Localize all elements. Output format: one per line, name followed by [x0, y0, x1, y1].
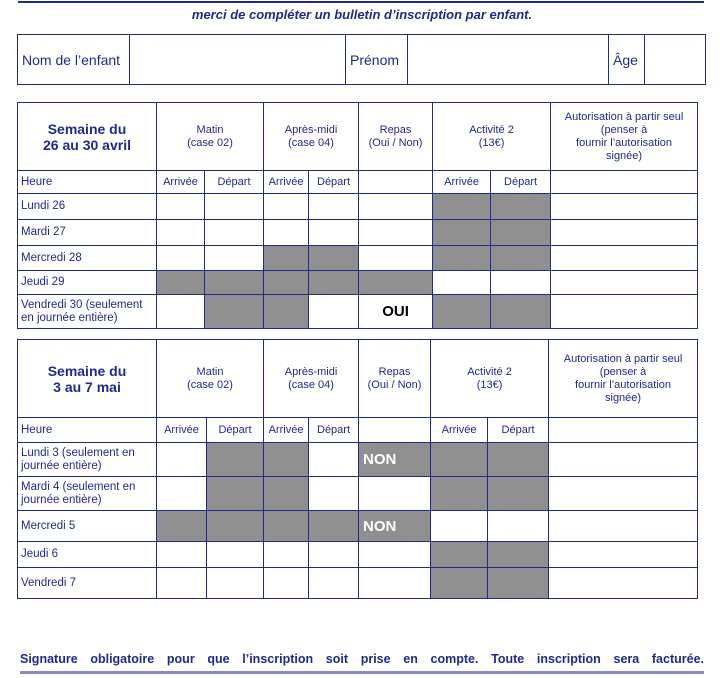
autorisation-cell[interactable] [549, 443, 698, 477]
autorisation-cell[interactable] [551, 246, 698, 271]
activite-arrivee-cell [431, 477, 488, 511]
top-rule [18, 0, 704, 3]
autorisation-cell[interactable] [549, 568, 698, 599]
matin-arrivee-cell[interactable] [157, 477, 207, 511]
matin-header: Matin (case 02) [157, 340, 264, 418]
nom-field[interactable] [130, 35, 346, 85]
matin-depart-cell [205, 271, 264, 295]
arrivee-label: Arrivée [157, 418, 207, 443]
am-depart-cell[interactable] [309, 220, 359, 246]
activite-arrivee-cell [433, 194, 491, 220]
repas-header: Repas (Oui / Non) [359, 340, 431, 418]
am-depart-cell[interactable] [309, 295, 359, 329]
arrivee-label: Arrivée [431, 418, 488, 443]
matin-depart-cell[interactable] [207, 542, 264, 568]
week2-title: Semaine du 3 au 7 mai [18, 340, 157, 418]
day-label: Jeudi 6 [18, 542, 157, 568]
autorisation-blank [551, 171, 698, 194]
depart-label: Départ [309, 171, 359, 194]
am-depart-cell [309, 511, 359, 542]
day-label: Vendredi 7 [18, 568, 157, 599]
matin-header: Matin (case 02) [157, 103, 264, 171]
am-depart-cell[interactable] [309, 194, 359, 220]
repas-cell [359, 271, 433, 295]
activite-depart-cell [488, 443, 549, 477]
matin-arrivee-cell[interactable] [157, 295, 205, 329]
matin-arrivee-cell[interactable] [157, 568, 207, 599]
am-depart-cell[interactable] [309, 542, 359, 568]
am-depart-cell[interactable] [309, 477, 359, 511]
day-label: Mardi 4 (seulement en journée entière) [18, 477, 157, 511]
child-identity-table [17, 34, 706, 85]
autorisation-header: Autorisation à partir seul (penser à fournir l’autorisation signée) [549, 340, 698, 418]
activite-depart-cell [491, 295, 551, 329]
age-label: Âge [609, 35, 645, 85]
activite-depart-cell [488, 477, 549, 511]
matin-depart-cell[interactable] [205, 246, 264, 271]
repas-cell[interactable] [359, 220, 433, 246]
repas-blank [359, 418, 431, 443]
matin-arrivee-cell[interactable] [157, 220, 205, 246]
week1-table [17, 102, 698, 329]
activite-arrivee-cell[interactable] [433, 271, 491, 295]
depart-label: Départ [488, 418, 549, 443]
autorisation-cell[interactable] [549, 542, 698, 568]
day-label: Vendredi 30 (seulement en journée entière) [18, 295, 157, 329]
am-arrivee-cell[interactable] [264, 568, 309, 599]
heure-label: Heure [18, 418, 157, 443]
am-depart-cell [309, 271, 359, 295]
matin-depart-cell[interactable] [207, 568, 264, 599]
repas-header: Repas (Oui / Non) [359, 103, 433, 171]
am-arrivee-cell [264, 511, 309, 542]
form-subtitle: merci de compléter un bulletin d’inscription par enfant. [191, 7, 533, 22]
repas-cell[interactable] [359, 477, 431, 511]
prenom-label: Prénom [346, 35, 408, 85]
activite-depart-cell [488, 542, 549, 568]
matin-depart-cell [207, 477, 264, 511]
activite-header: Activité 2 (13€) [431, 340, 549, 418]
activite-header: Activité 2 (13€) [433, 103, 551, 171]
autorisation-cell[interactable] [551, 194, 698, 220]
apres-midi-header: Après-midi (case 04) [264, 340, 359, 418]
am-depart-cell [309, 246, 359, 271]
day-label: Mercredi 28 [18, 246, 157, 271]
depart-label: Départ [309, 418, 359, 443]
activite-arrivee-cell [431, 443, 488, 477]
matin-depart-cell [205, 295, 264, 329]
repas-cell: NON [359, 511, 431, 542]
autorisation-cell[interactable] [551, 220, 698, 246]
repas-cell[interactable] [359, 542, 431, 568]
activite-depart-cell [491, 246, 551, 271]
repas-cell[interactable] [359, 568, 431, 599]
prenom-field[interactable] [408, 35, 609, 85]
cut-off-text-line [20, 668, 704, 678]
activite-depart-cell [491, 194, 551, 220]
week1-title: Semaine du 26 au 30 avril [18, 103, 157, 171]
activite-arrivee-cell [433, 220, 491, 246]
depart-label: Départ [205, 171, 264, 194]
week2-table [17, 339, 698, 599]
activite-arrivee-cell [431, 568, 488, 599]
day-label: Mercredi 5 [18, 511, 157, 542]
day-label: Mardi 27 [18, 220, 157, 246]
am-arrivee-cell[interactable] [264, 194, 309, 220]
activite-depart-cell [491, 220, 551, 246]
apres-midi-header: Après-midi (case 04) [264, 103, 359, 171]
matin-arrivee-cell[interactable] [157, 194, 205, 220]
am-arrivee-cell [264, 271, 309, 295]
am-arrivee-cell[interactable] [264, 542, 309, 568]
day-label: Lundi 26 [18, 194, 157, 220]
depart-label: Départ [491, 171, 551, 194]
am-depart-cell[interactable] [309, 443, 359, 477]
activite-arrivee-cell [433, 295, 491, 329]
day-label: Jeudi 29 [18, 271, 157, 295]
matin-depart-cell[interactable] [205, 194, 264, 220]
arrivee-label: Arrivée [264, 171, 309, 194]
arrivee-label: Arrivée [264, 418, 309, 443]
age-field[interactable] [645, 35, 706, 85]
activite-arrivee-cell [433, 246, 491, 271]
am-depart-cell[interactable] [309, 568, 359, 599]
autorisation-cell[interactable] [551, 271, 698, 295]
activite-depart-cell[interactable] [491, 271, 551, 295]
day-label: Lundi 3 (seulement en journée entière) [18, 443, 157, 477]
heure-label: Heure [18, 171, 157, 194]
autorisation-header: Autorisation à partir seul (penser à fournir l’autorisation signée) [551, 103, 698, 171]
arrivee-label: Arrivée [433, 171, 491, 194]
matin-arrivee-cell [157, 271, 205, 295]
am-arrivee-cell [264, 443, 309, 477]
am-arrivee-cell[interactable] [264, 220, 309, 246]
matin-arrivee-cell[interactable] [157, 246, 205, 271]
am-arrivee-cell [264, 246, 309, 271]
matin-depart-cell [207, 511, 264, 542]
depart-label: Départ [207, 418, 264, 443]
activite-depart-cell [488, 568, 549, 599]
autorisation-blank [549, 418, 698, 443]
nom-label: Nom de l’enfant [18, 35, 130, 85]
arrivee-label: Arrivée [157, 171, 205, 194]
repas-blank [359, 171, 433, 194]
repas-cell[interactable] [359, 246, 433, 271]
matin-arrivee-cell[interactable] [157, 542, 207, 568]
matin-depart-cell [207, 443, 264, 477]
matin-arrivee-cell [157, 511, 207, 542]
repas-cell: NON [359, 443, 431, 477]
activite-depart-cell[interactable] [488, 511, 549, 542]
matin-depart-cell[interactable] [205, 220, 264, 246]
repas-cell[interactable] [359, 194, 433, 220]
autorisation-cell[interactable] [549, 511, 698, 542]
activite-arrivee-cell [431, 542, 488, 568]
signature-notice: Signature obligatoire pour que l’inscription soit prise en compte. Toute inscription sera facturée. [20, 652, 704, 666]
matin-arrivee-cell[interactable] [157, 443, 207, 477]
activite-arrivee-cell[interactable] [431, 511, 488, 542]
am-arrivee-cell [264, 295, 309, 329]
am-arrivee-cell [264, 477, 309, 511]
repas-cell[interactable]: OUI [359, 295, 433, 329]
autorisation-cell[interactable] [549, 477, 698, 511]
autorisation-cell[interactable] [551, 295, 698, 329]
